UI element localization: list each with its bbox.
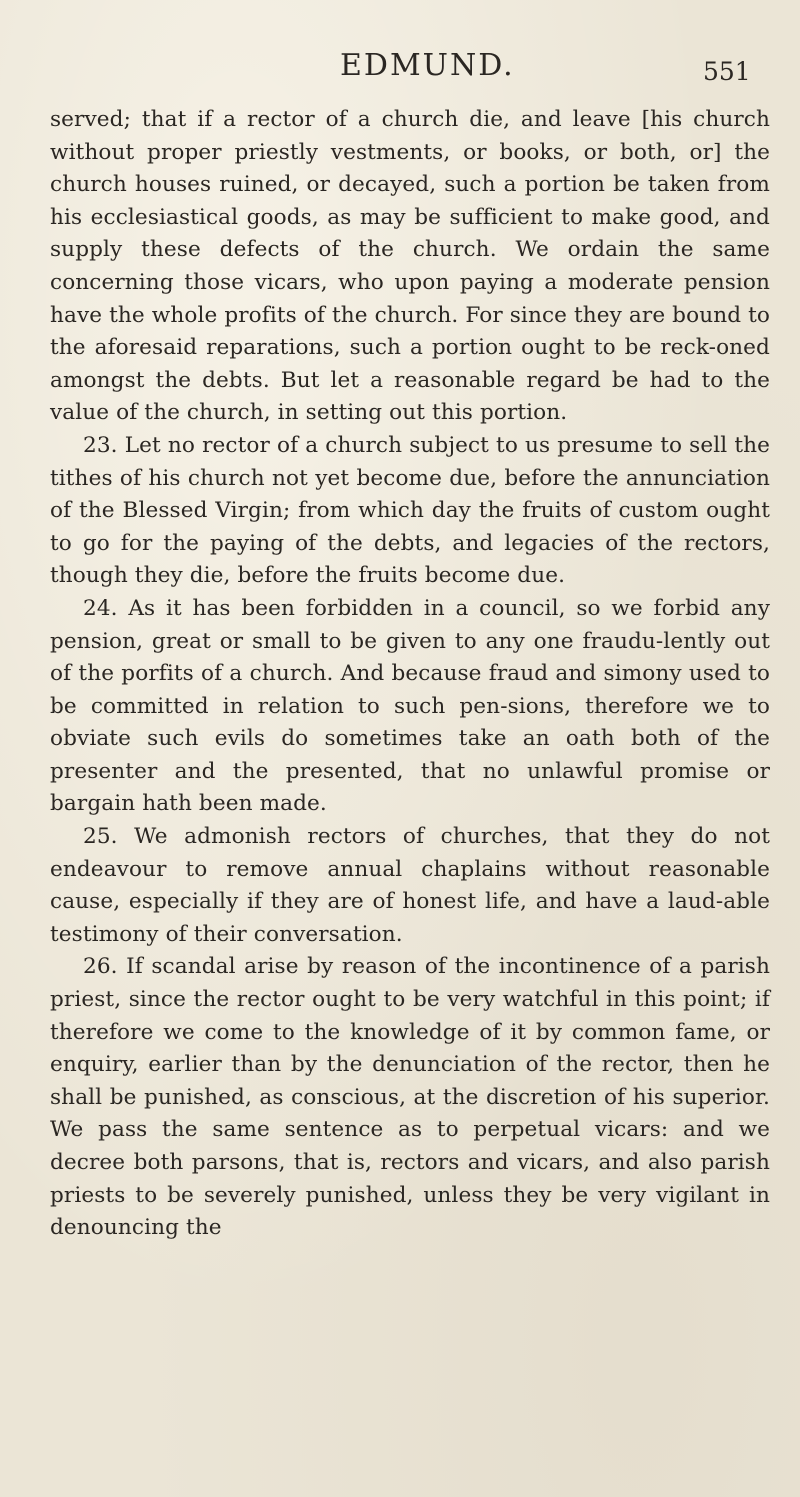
running-title: EDMUND. xyxy=(340,48,515,83)
running-head xyxy=(0,46,800,86)
body-text xyxy=(50,104,770,1245)
paragraph-25: 25. We admonish rectors of churches, that they do not endeavour to remove annual chaplains without reasonable cause, especially if they are of honest life, and have a laud-able testimony of their conversation. xyxy=(50,824,770,947)
paragraph-24: 24. As it has been forbidden in a council, so we forbid any pension, great or small to be given to any one fraudu-lently out of the porfits of a church. And because fraud and simony used to be committed in relation to such pen-sions, therefore we to obviate such evils do sometimes take an oath both of the presenter and the presented, that no unlawful promise or bargain hath been made. xyxy=(50,595,770,817)
paragraph-26: 26. If scandal arise by reason of the incontinence of a parish priest, since the rector ought to be very watchful in this point; if therefore we come to the knowledge of it by common fame, or enquiry, earlier than by the denunciation of the rector, then he shall be punished, as conscious, at the discretion of his superior. We pass the same sentence as to perpetual vicars: and we decree both parsons, that is, rectors and vicars, and also parish priests to be severely punished, unless they be very vigilant in denouncing the xyxy=(50,954,770,1241)
paragraph-continued: served; that if a rector of a church die, and leave [his church without proper priestly vestments, or books, or both, or] the church houses ruined, or decayed, such a portion be taken from his ecclesiastical goods, as may be sufficient to make good, and supply these defects of the church. We ordain the same concerning those vicars, who upon paying a moderate pension have the whole profits of the church. For since they are bound to the aforesaid reparations, such a portion ought to be reck-oned amongst the debts. But let a reasonable regard be had to the value of the church, in setting out this portion. xyxy=(50,107,770,426)
page-number: 551 xyxy=(703,57,751,86)
paragraph-23: 23. Let no rector of a church subject to us presume to sell the tithes of his church not yet become due, before the annunciation of the Blessed Virgin; from which day the fruits of custom ought to go for the paying of the debts, and legacies of the rectors, though they die, before the fruits become due. xyxy=(50,432,770,589)
